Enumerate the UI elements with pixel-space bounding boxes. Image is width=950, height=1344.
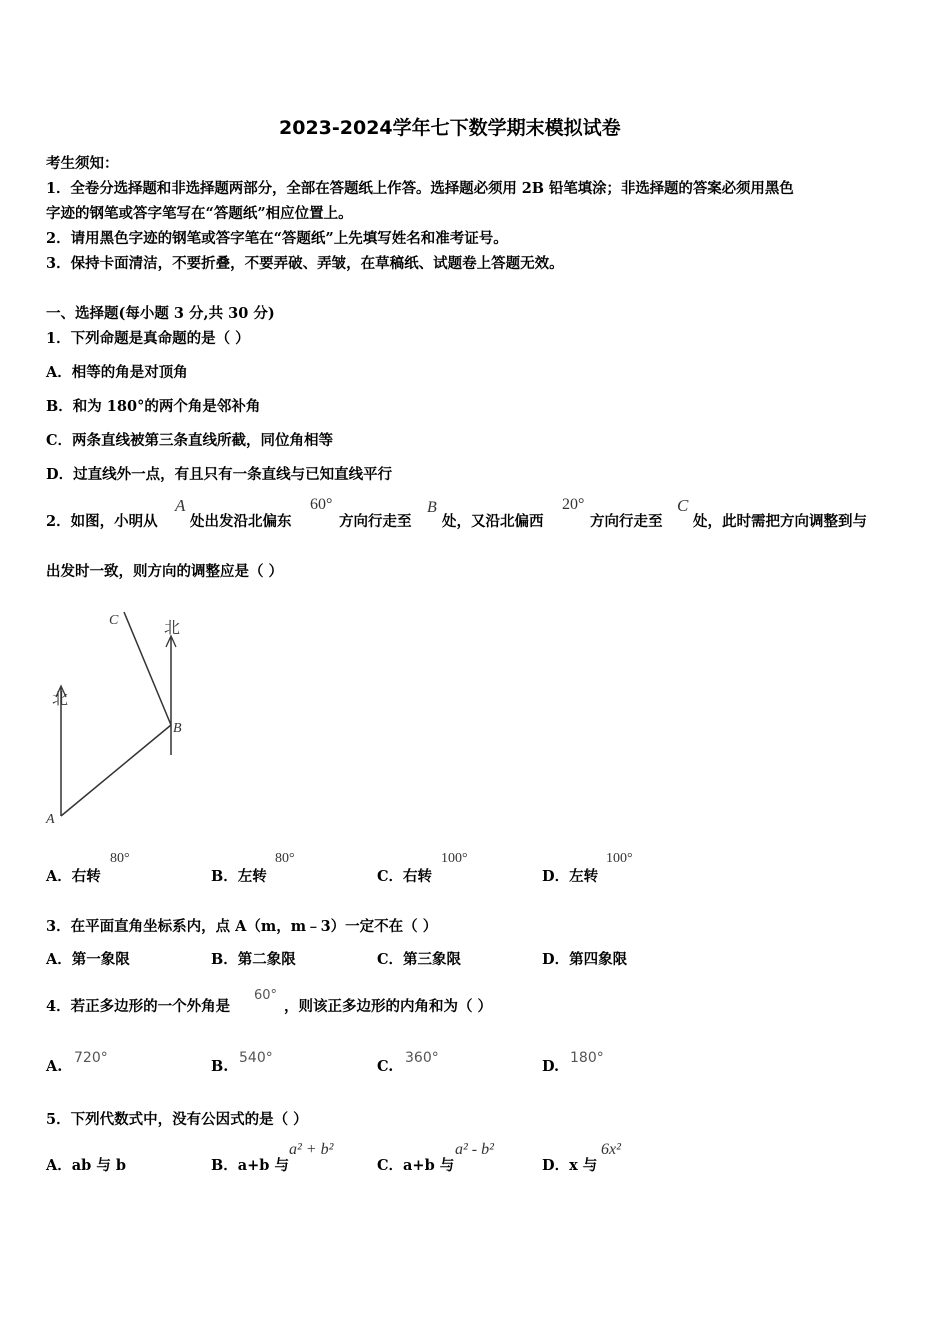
- q5-option-b-math: a² + b²: [289, 1141, 334, 1158]
- notice-heading: 考生须知：: [46, 155, 119, 172]
- q2-stem-part-4: 处，又沿北偏西: [442, 513, 544, 530]
- figure-label-c: C: [109, 613, 119, 628]
- q2-option-d-value: 100°: [606, 851, 633, 866]
- q3-option-c: C．第三象限: [377, 951, 462, 968]
- q5-option-c-label: C．a+b 与: [377, 1157, 455, 1174]
- q2-option-d-label: D．左转: [542, 868, 599, 885]
- q4-angle: 60°: [254, 988, 278, 1003]
- q4-option-b-value: 540°: [239, 1050, 273, 1066]
- q2-option-c-label: C．右转: [377, 868, 433, 885]
- q2-point-a: A: [175, 496, 186, 515]
- q4-option-a-label: A.: [46, 1058, 63, 1075]
- q1-option-c: C．两条直线被第三条直线所截，同位角相等: [46, 432, 334, 449]
- q2-option-b-label: B．左转: [211, 868, 267, 885]
- q2-angle-2: 20°: [562, 496, 585, 513]
- q5-option-d-math: 6x²: [601, 1141, 621, 1158]
- q4-option-c-label: C.: [377, 1058, 394, 1075]
- q4-option-d-value: 180°: [570, 1050, 604, 1066]
- north-label-b: 北: [164, 620, 181, 637]
- q4-stem-part-2: ，则该正多边形的内角和为（ ）: [284, 998, 493, 1015]
- q1-option-d: D．过直线外一点，有且只有一条直线与已知直线平行: [46, 466, 393, 483]
- notice-line-1b: 字迹的钢笔或答字笔写在“答题纸”相应位置上。: [46, 205, 353, 222]
- q3-option-b: B．第二象限: [211, 951, 296, 968]
- page-title: 2023-2024学年七下数学期末模拟试卷: [279, 117, 621, 139]
- q5-option-a: A．ab 与 b: [46, 1157, 127, 1174]
- q4-stem-part-1: 4．若正多边形的一个外角是: [46, 998, 231, 1015]
- q2-angle-1: 60°: [310, 496, 333, 513]
- q5-option-c-math: a² - b²: [455, 1141, 494, 1158]
- q5-option-d-label: D．x 与: [542, 1157, 598, 1174]
- q3-option-d: D．第四象限: [542, 951, 628, 968]
- q2-option-a-label: A．右转: [46, 868, 101, 885]
- notice-line-1a: 1．全卷分选择题和非选择题两部分，全部在答题纸上作答。选择题必须用 2B 铅笔填涂；非选择题的答案必须用黑色: [46, 180, 794, 197]
- q1-option-a: A．相等的角是对顶角: [46, 364, 188, 381]
- q4-option-d-label: D.: [542, 1058, 560, 1075]
- notice-line-3: 3．保持卡面清洁，不要折叠，不要弄破、弄皱，在草稿纸、试题卷上答题无效。: [46, 255, 564, 272]
- q4-option-a-value: 720°: [74, 1050, 108, 1066]
- section-heading: 一、选择题(每小题 3 分,共 30 分): [46, 305, 275, 322]
- q2-stem-part-1: 2．如图，小明从: [46, 513, 158, 530]
- q1-option-b: B．和为 180°的两个角是邻补角: [46, 398, 261, 415]
- q2-stem-part-3: 方向行走至: [339, 513, 412, 530]
- q3-stem: 3．在平面直角坐标系内，点 A（m，m﹣3）一定不在（ ）: [46, 918, 438, 935]
- notice-line-2: 2．请用黑色字迹的钢笔或答字笔在“答题纸”上先填写姓名和准考证号。: [46, 230, 508, 247]
- q2-point-c: C: [677, 496, 689, 515]
- q2-option-a-value: 80°: [110, 851, 130, 866]
- q4-option-b-label: B.: [211, 1058, 229, 1075]
- q4-option-c-value: 360°: [405, 1050, 439, 1066]
- north-label-a: 北: [52, 691, 69, 708]
- figure-label-a: A: [46, 812, 55, 827]
- q5-option-b-label: B．a+b 与: [211, 1157, 289, 1174]
- q5-stem: 5．下列代数式中，没有公因式的是（ ）: [46, 1111, 308, 1128]
- q2-stem-line-2: 出发时一致，则方向的调整应是（ ）: [46, 563, 284, 580]
- q2-stem-part-2: 处出发沿北偏东: [190, 513, 292, 530]
- q2-option-c-value: 100°: [441, 851, 468, 866]
- q2-point-b: B: [427, 499, 437, 516]
- q2-direction-figure: [40, 600, 200, 830]
- figure-label-b: B: [173, 721, 182, 736]
- q3-option-a: A．第一象限: [46, 951, 130, 968]
- q1-stem: 1．下列命题是真命题的是（ ）: [46, 330, 250, 347]
- q2-stem-part-6: 处，此时需把方向调整到与: [693, 513, 867, 530]
- q2-option-b-value: 80°: [275, 851, 295, 866]
- q2-stem-part-5: 方向行走至: [590, 513, 663, 530]
- segment-ab: [61, 725, 171, 816]
